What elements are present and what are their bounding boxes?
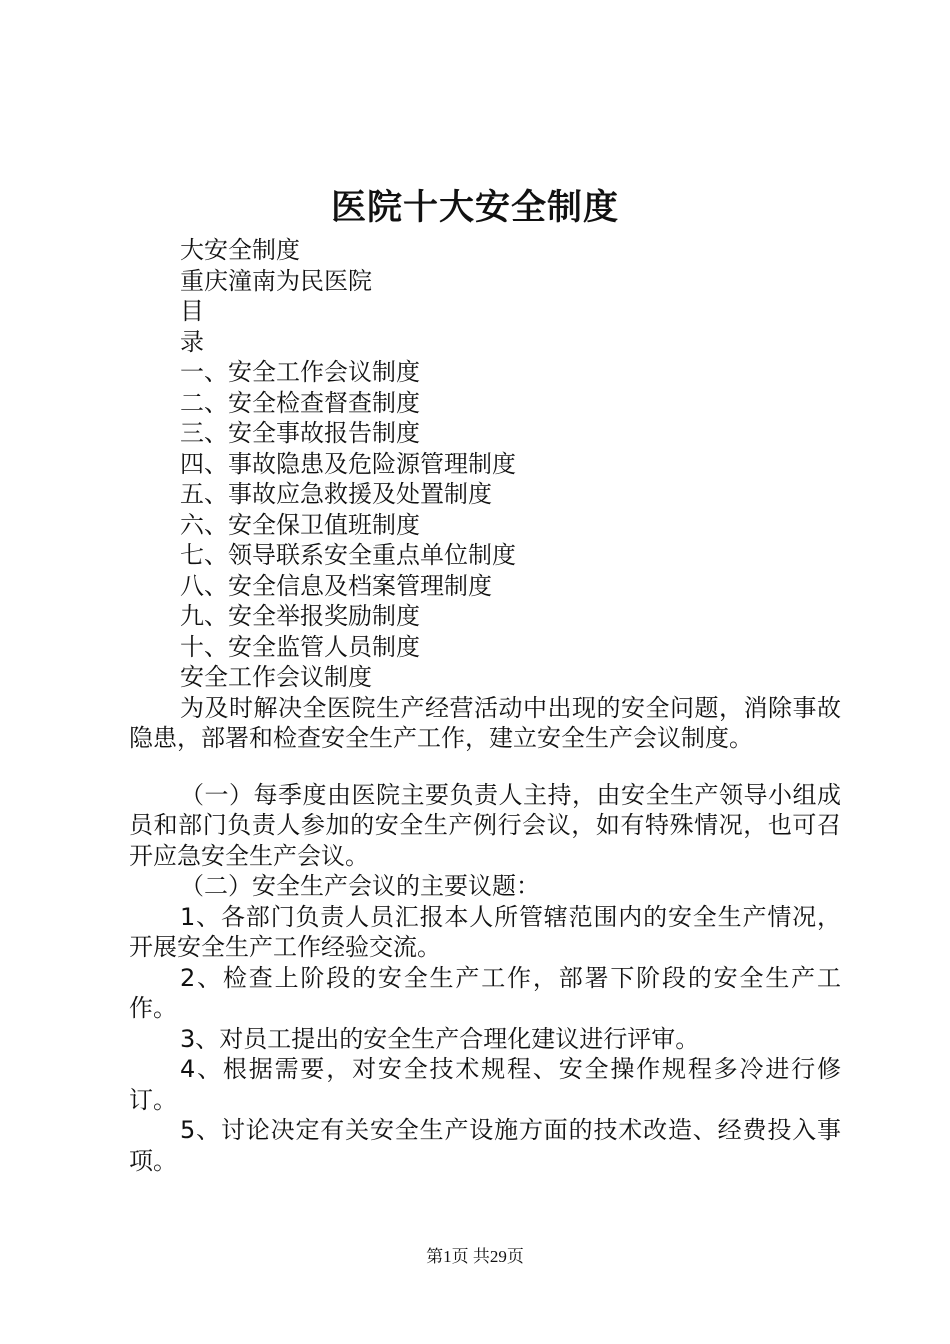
paragraph: 为及时解决全医院生产经营活动中出现的安全问题，消除事故隐患，部署和检查安全生产工作，建立安全生产会议制度。 <box>129 693 841 752</box>
paragraph: （一）每季度由医院主要负责人主持，由安全生产领导小组成员和部门负责人参加的安全生产例行会议，如有特殊情况，也可召开应急安全生产会议。 <box>129 780 841 870</box>
page-number: 第1页 共29页 <box>426 1247 524 1266</box>
hospital-name: 重庆潼南为民医院 <box>180 266 372 295</box>
toc-item: 四、事故隐患及危险源管理制度 <box>180 449 516 478</box>
toc-item: 二、安全检查督查制度 <box>180 388 420 417</box>
paragraph-gap <box>129 754 841 780</box>
heading-line: 大安全制度 <box>180 236 300 264</box>
paragraph: 3、对员工提出的安全生产合理化建议进行评审。 <box>180 1024 700 1053</box>
paragraph: （二）安全生产会议的主要议题： <box>180 872 540 900</box>
toc-item: 十、安全监管人员制度 <box>180 632 420 661</box>
toc-item: 一、安全工作会议制度 <box>180 358 420 386</box>
document-title: 医院十大安全制度 <box>330 187 619 228</box>
toc-heading-part1: 目 <box>180 297 204 325</box>
toc-item: 六、安全保卫值班制度 <box>180 510 420 539</box>
toc-heading-part2: 录 <box>180 327 204 356</box>
paragraph: 1、各部门负责人员汇报本人所管辖范围内的安全生产情况，开展安全生产工作经验交流。 <box>129 902 841 961</box>
paragraph: 5、讨论决定有关安全生产设施方面的技术改造、经费投入事项。 <box>129 1116 841 1175</box>
section-heading: 安全工作会议制度 <box>180 663 372 691</box>
paragraph: 4、根据需要，对安全技术规程、安全操作规程多冷进行修订。 <box>129 1055 841 1114</box>
toc-item: 五、事故应急救援及处置制度 <box>180 480 492 508</box>
toc-item: 七、领导联系安全重点单位制度 <box>180 541 516 569</box>
paragraph: 2、检查上阶段的安全生产工作，部署下阶段的安全生产工作。 <box>129 963 841 1022</box>
toc-item: 九、安全举报奖励制度 <box>180 602 420 630</box>
toc-item: 三、安全事故报告制度 <box>180 419 420 447</box>
toc-item: 八、安全信息及档案管理制度 <box>180 571 492 600</box>
document-body <box>129 235 841 1176</box>
